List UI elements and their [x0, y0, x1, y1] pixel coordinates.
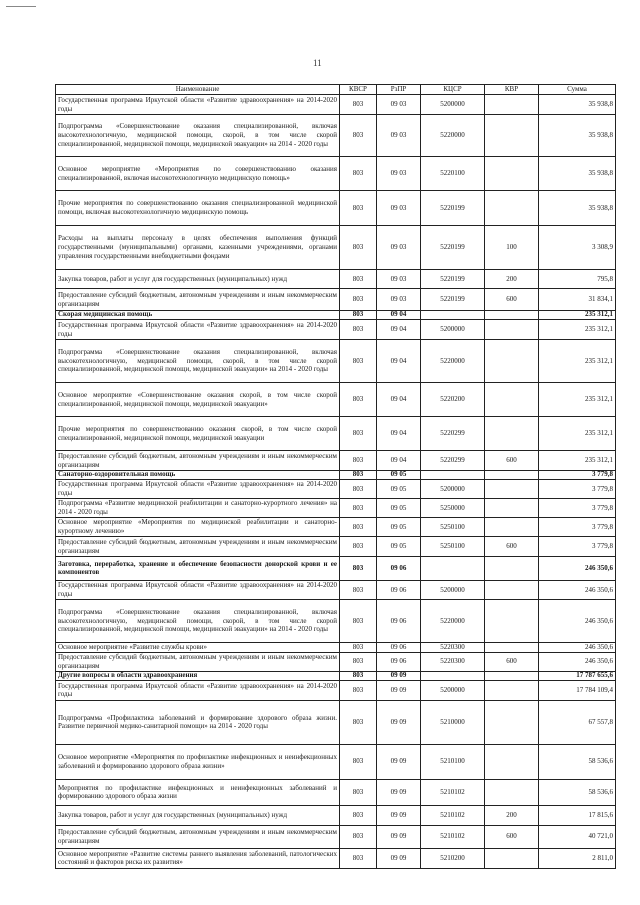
row-kvr: 200 [485, 805, 539, 825]
table-row [56, 157, 616, 191]
row-name: Предоставление субсидий бюджетным, автономным учреждениям и иным некоммерческим организациям [56, 451, 340, 471]
row-name: Прочие мероприятия по совершенствованию оказания специализированной медицинской помощи, включая высокотехнологичную медицинскую помощь [56, 191, 340, 226]
row-kvr [485, 191, 539, 226]
table-row [56, 95, 616, 115]
scan-corner-mark [6, 6, 36, 7]
row-kvsr: 803 [340, 191, 377, 226]
row-kcsr [421, 471, 485, 480]
row-name: Основное мероприятие «Мероприятия по медицинской реабилитации и санаторно-курортному лечению» [56, 518, 340, 537]
row-kvsr: 803 [340, 848, 377, 868]
row-rzpr: 09 05 [377, 499, 421, 518]
table-row [56, 115, 616, 157]
row-kvr: 600 [485, 289, 539, 311]
row-rzpr: 09 03 [377, 270, 421, 289]
row-name: Санаторно-оздоровительная помощь [56, 471, 340, 480]
row-kvsr: 803 [340, 537, 377, 557]
row-rzpr: 09 09 [377, 848, 421, 868]
row-kcsr: 5220299 [421, 417, 485, 451]
row-kvsr: 803 [340, 671, 377, 680]
row-rzpr: 09 09 [377, 680, 421, 700]
row-rzpr: 09 06 [377, 652, 421, 671]
row-name: Другие вопросы в области здравоохранения [56, 671, 340, 680]
row-kcsr: 5250000 [421, 499, 485, 518]
row-kcsr: 5220300 [421, 643, 485, 653]
row-kcsr: 5200000 [421, 480, 485, 499]
table-row [56, 652, 616, 671]
row-kcsr: 5200000 [421, 320, 485, 340]
row-kvr: 100 [485, 226, 539, 270]
row-rzpr: 09 04 [377, 383, 421, 417]
row-name: Государственная программа Иркутской области «Развитие здравоохранения» на 2014-2020 годы [56, 95, 340, 115]
row-kcsr: 5200000 [421, 581, 485, 600]
row-kcsr: 5250100 [421, 537, 485, 557]
row-kvsr: 803 [340, 581, 377, 600]
row-kvr: 600 [485, 825, 539, 848]
table-row [56, 557, 616, 581]
row-name: Основное мероприятие «Развитие системы раннего выявления заболеваний, патологических состояний и факторов риска их развития» [56, 848, 340, 868]
table-row [56, 581, 616, 600]
row-kvsr: 803 [340, 744, 377, 779]
row-sum: 40 721,0 [539, 825, 616, 848]
row-kvsr: 803 [340, 226, 377, 270]
row-kcsr: 5220000 [421, 340, 485, 383]
table-row [56, 383, 616, 417]
row-kcsr: 5200000 [421, 680, 485, 700]
row-kvr [485, 518, 539, 537]
row-kvr [485, 311, 539, 320]
row-rzpr: 09 03 [377, 191, 421, 226]
row-rzpr: 09 09 [377, 825, 421, 848]
table-row [56, 226, 616, 270]
header-kvr: КВР [485, 85, 539, 95]
row-kvsr: 803 [340, 383, 377, 417]
row-rzpr: 09 04 [377, 451, 421, 471]
row-kcsr: 5220299 [421, 451, 485, 471]
table-row [56, 451, 616, 471]
row-kvsr: 803 [340, 340, 377, 383]
row-rzpr: 09 09 [377, 779, 421, 805]
row-kvsr: 803 [340, 680, 377, 700]
row-kcsr: 5210100 [421, 744, 485, 779]
row-kvsr: 803 [340, 320, 377, 340]
table-row [56, 518, 616, 537]
row-kcsr [421, 557, 485, 581]
table-row [56, 320, 616, 340]
row-kvsr: 803 [340, 652, 377, 671]
row-kcsr: 5210200 [421, 848, 485, 868]
row-name: Предоставление субсидий бюджетным, автономным учреждениям и иным некоммерческим организациям [56, 652, 340, 671]
row-sum: 17 815,6 [539, 805, 616, 825]
row-sum: 3 779,8 [539, 499, 616, 518]
row-kcsr: 5220000 [421, 600, 485, 643]
row-kvr [485, 779, 539, 805]
table-row [56, 191, 616, 226]
row-kvsr: 803 [340, 557, 377, 581]
table-row [56, 471, 616, 480]
row-kvsr: 803 [340, 270, 377, 289]
table-row [56, 311, 616, 320]
row-kcsr: 5220100 [421, 157, 485, 191]
row-rzpr: 09 04 [377, 340, 421, 383]
row-kcsr: 5220199 [421, 289, 485, 311]
row-kvr [485, 744, 539, 779]
row-name: Расходы на выплаты персоналу в целях обеспечения выполнения функций государственными (муниципальными) органами, казенными учреждениями, органами управления государственными внебюджетными фондами [56, 226, 340, 270]
row-kvr [485, 600, 539, 643]
row-rzpr: 09 06 [377, 643, 421, 653]
row-sum: 246 350,6 [539, 643, 616, 653]
row-kcsr: 5250100 [421, 518, 485, 537]
row-name: Подпрограмма «Развитие медицинской реабилитации и санаторно-курортного лечения» на 2014 - 2020 годы [56, 499, 340, 518]
row-kvr [485, 643, 539, 653]
row-kvr [485, 680, 539, 700]
row-sum: 3 308,9 [539, 226, 616, 270]
row-sum: 58 536,6 [539, 744, 616, 779]
row-kvr [485, 417, 539, 451]
row-kvr [485, 115, 539, 157]
row-kcsr: 5210102 [421, 805, 485, 825]
row-name: Основное мероприятие «Совершенствование оказания скорой, в том числе скорой специализированной, медицинской помощи, медицинской эвакуации» [56, 383, 340, 417]
row-rzpr: 09 05 [377, 518, 421, 537]
row-sum: 58 536,6 [539, 779, 616, 805]
row-sum: 35 938,8 [539, 95, 616, 115]
row-sum: 246 350,6 [539, 652, 616, 671]
row-name: Предоставление субсидий бюджетным, автономным учреждениям и иным некоммерческим организациям [56, 289, 340, 311]
row-kcsr: 5220000 [421, 115, 485, 157]
row-sum: 795,8 [539, 270, 616, 289]
row-sum: 3 779,8 [539, 537, 616, 557]
table-row [56, 340, 616, 383]
row-name: Государственная программа Иркутской области «Развитие здравоохранения» на 2014-2020 годы [56, 480, 340, 499]
row-sum: 235 312,1 [539, 320, 616, 340]
header-rzpr: РзПР [377, 85, 421, 95]
row-name: Основное мероприятие «Развитие службы крови» [56, 643, 340, 653]
row-kvr [485, 95, 539, 115]
table-row [56, 643, 616, 653]
row-rzpr: 09 09 [377, 700, 421, 744]
row-kvr [485, 157, 539, 191]
row-kcsr: 5210102 [421, 825, 485, 848]
row-sum: 17 784 109,4 [539, 680, 616, 700]
table-row [56, 744, 616, 779]
row-kcsr [421, 311, 485, 320]
row-rzpr: 09 03 [377, 95, 421, 115]
row-rzpr: 09 04 [377, 417, 421, 451]
row-name: Государственная программа Иркутской области «Развитие здравоохранения» на 2014-2020 годы [56, 581, 340, 600]
row-kvr [485, 557, 539, 581]
row-sum: 246 350,6 [539, 600, 616, 643]
row-kcsr: 5220199 [421, 191, 485, 226]
row-kvr [485, 320, 539, 340]
row-sum: 31 834,1 [539, 289, 616, 311]
row-sum: 235 312,1 [539, 340, 616, 383]
row-rzpr: 09 05 [377, 480, 421, 499]
row-kvsr: 803 [340, 451, 377, 471]
row-kvsr: 803 [340, 700, 377, 744]
row-rzpr: 09 03 [377, 115, 421, 157]
header-name: Наименование [56, 85, 340, 95]
row-kvsr: 803 [340, 95, 377, 115]
row-kvr: 600 [485, 451, 539, 471]
row-sum: 235 312,1 [539, 383, 616, 417]
row-kcsr: 5220300 [421, 652, 485, 671]
row-name: Подпрограмма «Совершенствование оказания специализированной, включая высокотехнологичную, медицинской помощи, скорой, в том числе скорой специализированной, медицинской помощи, медицинской эвакуации» на 2014 - 2020 годы [56, 600, 340, 643]
row-name: Основное мероприятие «Мероприятия по совершенствованию оказания специализированной, включая высокотехнологичную медицинскую помощь» [56, 157, 340, 191]
row-sum: 246 350,6 [539, 557, 616, 581]
row-name: Прочие мероприятия по совершенствованию оказания скорой, в том числе скорой специализированной, медицинской помощи, медицинской эвакуации [56, 417, 340, 451]
row-name: Основное мероприятие «Мероприятия по профилактике инфекционных и неинфекционных заболеваний и формированию здорового образа жизни» [56, 744, 340, 779]
row-kvr [485, 383, 539, 417]
header-kcsr: КЦСР [421, 85, 485, 95]
row-name: Подпрограмма «Совершенствование оказания специализированной, включая высокотехнологичную, медицинской помощи, скорой, в том числе скорой специализированной, медицинской помощи, медицинской эвакуации» на 2014 - 2020 годы [56, 115, 340, 157]
row-rzpr: 09 09 [377, 671, 421, 680]
row-kvr [485, 480, 539, 499]
row-name: Подпрограмма «Профилактика заболеваний и формирование здорового образа жизни. Развитие первичной медико-санитарной помощи» на 2014 - 2020 годы [56, 700, 340, 744]
row-kvr [485, 581, 539, 600]
row-rzpr: 09 06 [377, 600, 421, 643]
row-name: Государственная программа Иркутской области «Развитие здравоохранения» на 2014-2020 годы [56, 680, 340, 700]
row-sum: 3 779,8 [539, 518, 616, 537]
row-kvr: 600 [485, 537, 539, 557]
row-name: Закупка товаров, работ и услуг для государственных (муниципальных) нужд [56, 270, 340, 289]
row-rzpr: 09 06 [377, 581, 421, 600]
row-rzpr: 09 04 [377, 311, 421, 320]
row-kcsr: 5200000 [421, 95, 485, 115]
table-row [56, 537, 616, 557]
budget-table [55, 84, 616, 869]
row-sum: 3 779,8 [539, 480, 616, 499]
header-sum: Сумма [539, 85, 616, 95]
row-kvsr: 803 [340, 289, 377, 311]
row-rzpr: 09 09 [377, 805, 421, 825]
table-row [56, 671, 616, 680]
table-row [56, 289, 616, 311]
row-sum: 35 938,8 [539, 157, 616, 191]
row-rzpr: 09 03 [377, 157, 421, 191]
row-rzpr: 09 06 [377, 557, 421, 581]
row-kvsr: 803 [340, 157, 377, 191]
table-row [56, 600, 616, 643]
row-kvsr: 803 [340, 600, 377, 643]
row-rzpr: 09 04 [377, 320, 421, 340]
row-name: Мероприятия по профилактике инфекционных и неинфекционных заболеваний и формированию здорового образа жизни [56, 779, 340, 805]
row-sum: 246 350,6 [539, 581, 616, 600]
row-kcsr: 5210000 [421, 700, 485, 744]
table-row [56, 680, 616, 700]
row-name: Предоставление субсидий бюджетным, автономным учреждениям и иным некоммерческим организациям [56, 537, 340, 557]
row-kvsr: 803 [340, 115, 377, 157]
table-row [56, 499, 616, 518]
row-sum: 235 312,1 [539, 451, 616, 471]
row-sum: 67 557,8 [539, 700, 616, 744]
row-sum: 235 312,1 [539, 311, 616, 320]
row-kvsr: 803 [340, 805, 377, 825]
row-kcsr: 5220200 [421, 383, 485, 417]
table-row [56, 779, 616, 805]
table-row [56, 805, 616, 825]
table-row [56, 848, 616, 868]
row-name: Предоставление субсидий бюджетным, автономным учреждениям и иным некоммерческим организациям [56, 825, 340, 848]
row-kvsr: 803 [340, 779, 377, 805]
row-kcsr: 5210102 [421, 779, 485, 805]
row-kvsr: 803 [340, 643, 377, 653]
table-row [56, 417, 616, 451]
row-sum: 17 787 655,6 [539, 671, 616, 680]
row-name: Заготовка, переработка, хранение и обеспечение безопасности донорской крови и ее компонентов [56, 557, 340, 581]
row-kcsr: 5220199 [421, 226, 485, 270]
row-kcsr: 5220199 [421, 270, 485, 289]
row-kvr [485, 340, 539, 383]
row-rzpr: 09 03 [377, 226, 421, 270]
row-name: Закупка товаров, работ и услуг для государственных (муниципальных) нужд [56, 805, 340, 825]
row-rzpr: 09 05 [377, 537, 421, 557]
row-rzpr: 09 09 [377, 744, 421, 779]
row-kvr [485, 848, 539, 868]
page-number: 11 [313, 58, 322, 68]
row-kvsr: 803 [340, 825, 377, 848]
row-kvsr: 803 [340, 311, 377, 320]
row-sum: 3 779,8 [539, 471, 616, 480]
table-row [56, 480, 616, 499]
row-kvsr: 803 [340, 471, 377, 480]
row-kvr: 600 [485, 652, 539, 671]
row-sum: 235 312,1 [539, 417, 616, 451]
table-row [56, 700, 616, 744]
row-sum: 35 938,8 [539, 191, 616, 226]
row-sum: 35 938,8 [539, 115, 616, 157]
table-body [56, 95, 616, 869]
row-rzpr: 09 05 [377, 471, 421, 480]
row-kvr [485, 499, 539, 518]
row-kvsr: 803 [340, 417, 377, 451]
row-name: Подпрограмма «Совершенствование оказания специализированной, включая высокотехнологичную, медицинской помощи, скорой, в том числе скорой специализированной, медицинской помощи, медицинской эвакуации» на 2014 - 2020 годы [56, 340, 340, 383]
row-kvsr: 803 [340, 518, 377, 537]
row-rzpr: 09 03 [377, 289, 421, 311]
table-row [56, 270, 616, 289]
header-kvsr: КВСР [340, 85, 377, 95]
row-name: Государственная программа Иркутской области «Развитие здравоохранения» на 2014-2020 годы [56, 320, 340, 340]
table-header-row [56, 85, 616, 95]
row-name: Скорая медицинская помощь [56, 311, 340, 320]
row-kvsr: 803 [340, 499, 377, 518]
table-row [56, 825, 616, 848]
row-kvr: 200 [485, 270, 539, 289]
row-kvr [485, 671, 539, 680]
row-kvr [485, 700, 539, 744]
row-sum: 2 811,0 [539, 848, 616, 868]
row-kvr [485, 471, 539, 480]
row-kvsr: 803 [340, 480, 377, 499]
row-kcsr [421, 671, 485, 680]
